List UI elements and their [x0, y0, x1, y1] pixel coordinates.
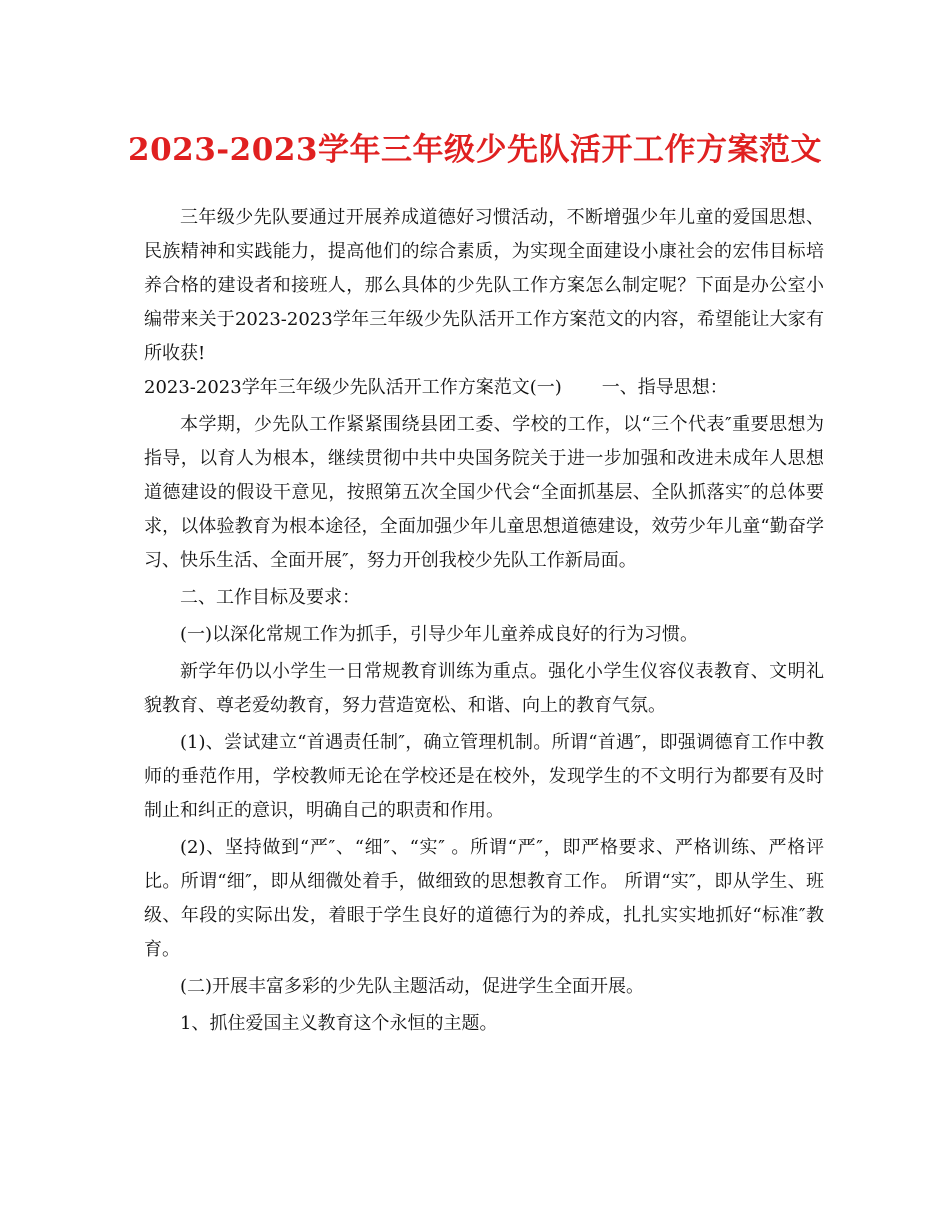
first-encounter-paragraph: (1)、尝试建立“首遇责任制″，确立管理机制。所谓“首遇″，即强调德育工作中教师的垂范作用，学校教师无论在学校还是在校外，发现学生的不文明行为都要有及时制止和纠正的意识，明确自己的职责和作用。: [144, 732, 824, 821]
guiding-ideology-paragraph: 本学期，少先队工作紧紧围绕县团工委、学校的工作，以“三个代表″重要思想为指导，以育人为根本，继续贯彻中共中央国务院关于进一步加强和改进未成年人思想道德建设的假设干意见，按照第五次全国少代会“全面抓基层、全队抓落实″的总体要求，以体验教育为根本途径，全面加强少年儿童思想道德建设，效劳少年儿童“勤奋学习、快乐生活、全面开展″，努力开创我校少先队工作新局面。: [144, 414, 824, 571]
guiding-ideology-heading: 一、指导思想：: [601, 377, 728, 398]
goal-1-heading: (一)以深化常规工作为抓手，引导少年儿童养成良好的行为习惯。: [180, 624, 699, 645]
document-body: [144, 201, 824, 1041]
goals-heading: 二、工作目标及要求：: [180, 587, 360, 608]
intro-paragraph: 三年级少先队要通过开展养成道德好习惯活动，不断增强少年儿童的爱国思想、民族精神和实践能力，提高他们的综合素质，为实现全面建设小康社会的宏伟目标培养合格的建设者和接班人，那么具体的少先队工作方案怎么制定呢？下面是办公室小编带来关于2023-2023学年三年级少先队活开工作方案范文的内容，希望能让大家有所收获!: [144, 207, 824, 364]
section-1-heading-line: [144, 371, 824, 405]
section-1-title: 2023-2023学年三年级少先队活开工作方案范文(一): [144, 377, 562, 398]
goal-2-heading: (二)开展丰富多彩的少先队主题活动，促进学生全面开展。: [180, 976, 645, 997]
daily-routine-paragraph: 新学年仍以小学生一日常规教育训练为重点。强化小学生仪容仪表教育、文明礼貌教育、尊老爱幼教育，努力营造宽松、和谐、向上的教育气氛。: [144, 661, 824, 716]
strict-detail-solid-paragraph: (2)、坚持做到“严″、“细″、“实″ 。所谓“严″，即严格要求、严格训练、严格评比。所谓“细″，即从细微处着手，做细致的思想教育工作。 所谓“实″，即从学生、班级、年段的实际出发，着眼于学生良好的道德行为的养成，扎扎实实地抓好“标准″教育。: [144, 837, 825, 960]
patriotism-item: 1、抓住爱国主义教育这个永恒的主题。: [180, 1013, 498, 1034]
document-title: 2023-2023学年三年级少先队活开工作方案范文: [128, 132, 822, 168]
